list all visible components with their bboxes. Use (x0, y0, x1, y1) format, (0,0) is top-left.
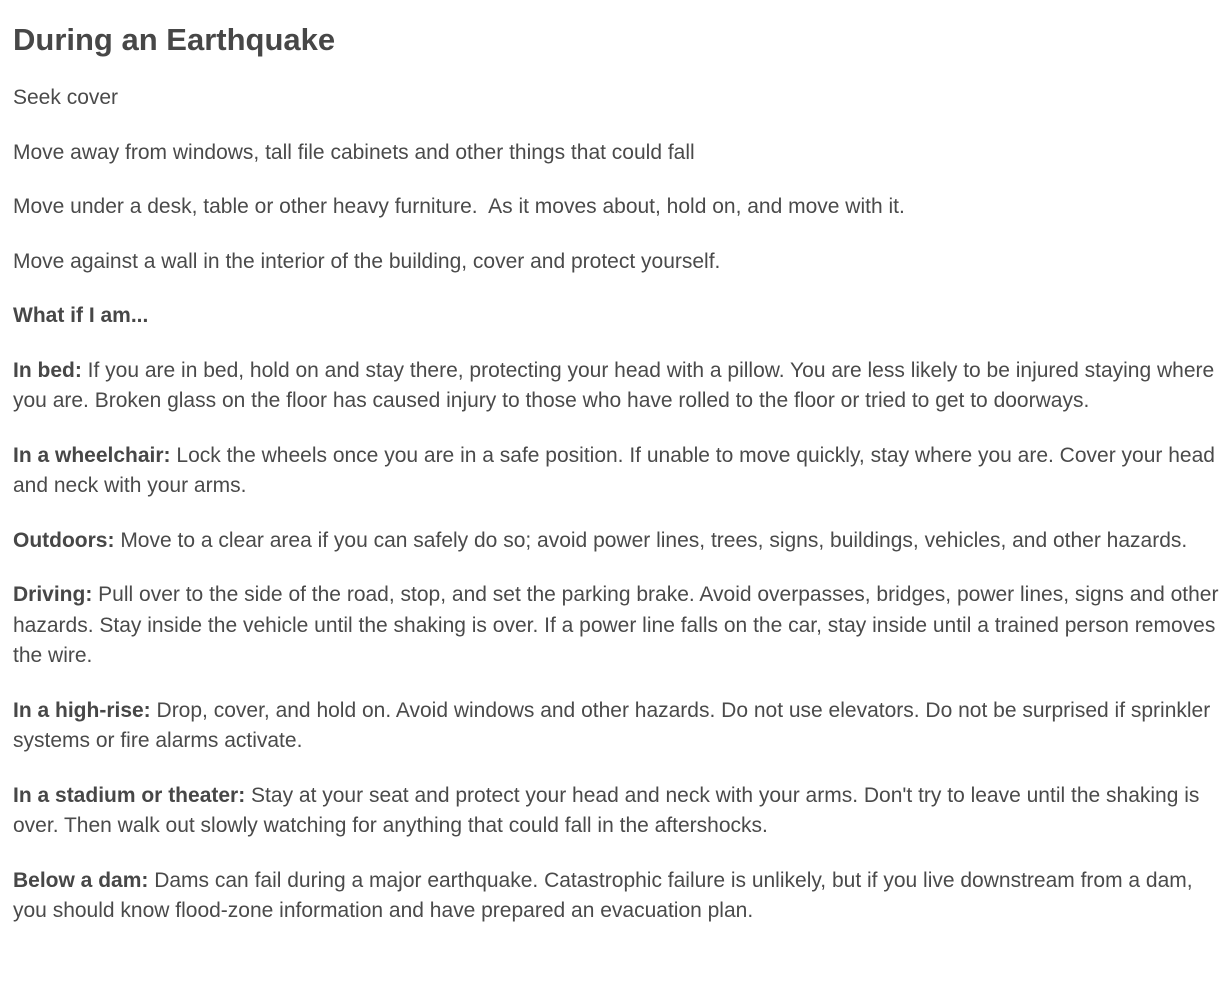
paragraph-lead: What if I am... (13, 304, 149, 327)
paragraph-text: Lock the wheels once you are in a safe position. If unable to move quickly, stay where you are. Cover your head and neck with your arms. (13, 443, 1221, 497)
paragraph (13, 580, 1225, 672)
paragraph-text: Pull over to the side of the road, stop, and set the parking brake. Avoid overpasses, bridges, power lines, signs and other hazards. Stay inside the vehicle until the shaking is over. If a power line falls on the car, stay inside until a trained person removes the wire. (13, 583, 1225, 667)
paragraph-text: If you are in bed, hold on and stay there, protecting your head with a pillow. You are less likely to be injured staying where you are. Broken glass on the floor has caused injury to those who have rolled to the floor or tried to get to doorways. (13, 358, 1221, 412)
paragraph-lead: In bed: (13, 358, 82, 382)
paragraph (13, 866, 1220, 927)
paragraph-text: Stay at your seat and protect your head and neck with your arms. Don't try to leave until the shaking is over. Then walk out slowly watching for anything that could fall in the aftershocks. (13, 783, 1206, 837)
paragraph (13, 301, 1220, 332)
paragraph-lead: Driving: (13, 583, 93, 606)
paragraph-text: Move away from windows, tall file cabinets and other things that could fall (13, 140, 695, 164)
paragraph (13, 247, 1220, 278)
paragraph-lead: Below a dam: (13, 868, 149, 892)
paragraph-text: Seek cover (13, 86, 119, 109)
paragraph-lead: In a high-rise: (13, 698, 151, 722)
paragraph (13, 138, 1220, 169)
paragraph (13, 526, 1220, 557)
paragraph (13, 696, 1220, 757)
page-title: During an Earthquake (13, 22, 336, 57)
paragraph-text: Move to a clear area if you can safely do so; avoid power lines, trees, signs, buildings, vehicles, and other hazards. (114, 528, 1188, 552)
paragraph (13, 441, 1220, 502)
paragraph (13, 781, 1220, 842)
paragraph (13, 192, 1220, 223)
paragraph-lead: Outdoors: (13, 528, 115, 552)
paragraph-text: Dams can fail during a major earthquake. Catastrophic failure is unlikely, but if you live downstream from a dam, you should know flood-zone information and have prepared an evacuation plan. (13, 868, 1199, 922)
paragraph (13, 356, 1220, 417)
paragraph-lead: In a stadium or theater: (13, 783, 246, 807)
paragraph-text: Move against a wall in the interior of the building, cover and protect yourself. (13, 249, 721, 273)
paragraph-list (13, 83, 1225, 927)
paragraph (13, 83, 1220, 114)
paragraph-text: Drop, cover, and hold on. Avoid windows and other hazards. Do not use elevators. Do not be surprised if sprinkler systems or fire alarms activate. (13, 698, 1217, 752)
paragraph-lead: In a wheelchair: (13, 443, 171, 467)
paragraph-text: Move under a desk, table or other heavy furniture. As it moves about, hold on, and move with it. (13, 195, 905, 218)
